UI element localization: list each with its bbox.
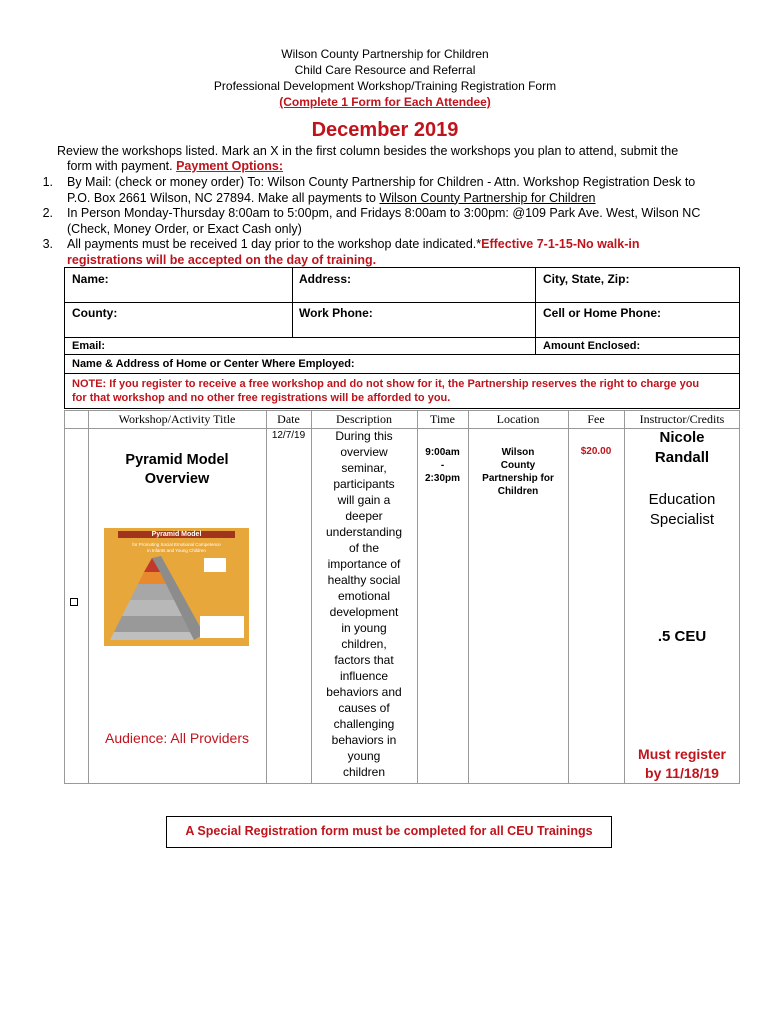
pyramid-model-image: Pyramid Model for Promoting Social Emotional Competence in Infants and Young Children [104, 528, 249, 646]
payment-options-label: Payment Options: [176, 159, 284, 173]
description-line: deeper [345, 509, 383, 523]
description-line: seminar, [341, 461, 387, 475]
description-line: behaviors in [331, 733, 397, 747]
location-line: County [500, 460, 536, 471]
description-line: importance of [327, 557, 401, 571]
description-line: development [329, 605, 399, 619]
intro-review-line1: Review the workshops listed. Mark an X in the first column besides the workshops you plan to attend, submit the [57, 144, 679, 158]
amount-enclosed-field[interactable]: Amount Enclosed: [543, 340, 641, 352]
payment-list: 1. By Mail: (check or money order) To: Wilson County Partnership for Children - Attn. Workshop Registration Desk to P.O. Box 2661 Wilson, NC 27894. Make all payments to Wilson County Partnership for Children 2. In Person Monday-Thursday 8:00am to 5:00pm, and Fridays 8:00am to 3:00pm: @109 Park Ave. West, Wilson NC (Check, Money Order, or Exact Cash only) 3. All payments must be received 1 day prior to the workshop date indicated.*Effective 7-1-15-No walk-in registrations will be accepted on the day of training. [42, 175, 701, 267]
header-instructor: Instructor/Credits [639, 412, 725, 426]
pyramid-graphic [104, 528, 249, 646]
workshop-description [311, 428, 417, 780]
email-field[interactable]: Email: [72, 340, 106, 352]
audience: Audience: All Providers [105, 730, 249, 746]
description-line: healthy social [327, 573, 401, 587]
org-program: Child Care Resource and Referral [294, 63, 476, 77]
ceu-note: A Special Registration form must be completed for all CEU Trainings [185, 824, 593, 838]
work-phone-field[interactable]: Work Phone: [299, 306, 373, 320]
header-time: Time [430, 412, 455, 426]
select-workshop-checkbox[interactable] [70, 598, 78, 606]
workshop-fee: $20.00 [580, 446, 612, 457]
header-date: Date [277, 412, 300, 426]
location-line: Partnership for [482, 473, 554, 484]
description-line: emotional [337, 589, 391, 603]
payment-inperson-line1: In Person Monday-Thursday 8:00am to 5:00pm, and Fridays 8:00am to 3:00pm: @109 Park Ave. West, Wilson NC [67, 206, 701, 220]
cell-phone-field[interactable]: Cell or Home Phone: [543, 306, 662, 320]
location-line: Wilson [501, 447, 535, 458]
description-line: understanding [325, 525, 403, 539]
description-line: children [342, 765, 386, 779]
instructor-role: Education Specialist [648, 491, 716, 528]
header-description: Description [336, 412, 392, 426]
payment-deadline-line2: registrations will be accepted on the day of training. [67, 252, 377, 267]
payment-mail-line2: P.O. Box 2661 Wilson, NC 27894. Make all payments to Wilson County Partnership for Children [67, 190, 596, 205]
ceu-note-box [166, 816, 612, 848]
description-line: causes of [338, 701, 390, 715]
instructor-name: Nicole Randall [654, 429, 710, 466]
description-line: During this [335, 429, 393, 443]
employer-field[interactable]: Name & Address of Home or Center Where Employed: [72, 358, 355, 370]
county-field[interactable]: County: [72, 306, 118, 320]
city-state-zip-field[interactable]: City, State, Zip: [543, 272, 630, 286]
description-line: behaviors and [326, 685, 402, 699]
description-line: participants [333, 477, 395, 491]
note-line1: NOTE: If you register to receive a free workshop and do not show for it, the Partnership reserves the right to charge you [72, 378, 700, 390]
note-line2: for that workshop and no other free registrations will be afforded to you. [72, 392, 451, 404]
header-location: Location [496, 412, 540, 426]
payment-inperson-line2: (Check, Money Order, or Exact Cash only) [67, 221, 302, 236]
workshop-title: Pyramid Model Overview [125, 452, 229, 487]
workshop-date: 12/7/19 [271, 430, 306, 441]
workshop-time: 9:00am - 2:30pm [424, 447, 460, 484]
org-name: Wilson County Partnership for Children [281, 47, 489, 61]
description-line: factors that [334, 653, 394, 667]
description-line: of the [348, 541, 380, 555]
form-title: Professional Development Workshop/Training Registration Form [213, 79, 557, 93]
month-title: December 2019 [311, 119, 459, 141]
name-field[interactable]: Name: [72, 272, 109, 286]
description-line: children, [341, 637, 387, 651]
description-line: influence [339, 669, 389, 683]
form-instruction: (Complete 1 Form for Each Attendee) [279, 95, 491, 109]
registration-deadline: Must register by 11/18/19 [638, 746, 726, 781]
header-title: Workshop/Activity Title [118, 412, 236, 426]
intro-review-line2: form with payment. Payment Options: [67, 159, 284, 173]
payment-mail-line1: By Mail: (check or money order) To: Wilson County Partnership for Children - Attn. Workshop Registration Desk to [67, 175, 696, 189]
description-line: will gain a [337, 493, 391, 507]
address-field[interactable]: Address: [299, 272, 352, 286]
description-line: challenging [333, 717, 395, 731]
location-line: Children [497, 486, 539, 497]
header-fee: Fee [587, 412, 605, 426]
description-line: overview [340, 445, 388, 459]
payment-deadline-line1: All payments must be received 1 day prior to the workshop date indicated.*Effective 7-1-15-No walk-in [67, 237, 640, 251]
description-line: in young [341, 621, 387, 635]
credits: .5 CEU [657, 628, 707, 645]
description-line: young [347, 749, 381, 763]
workshop-location [468, 446, 568, 498]
